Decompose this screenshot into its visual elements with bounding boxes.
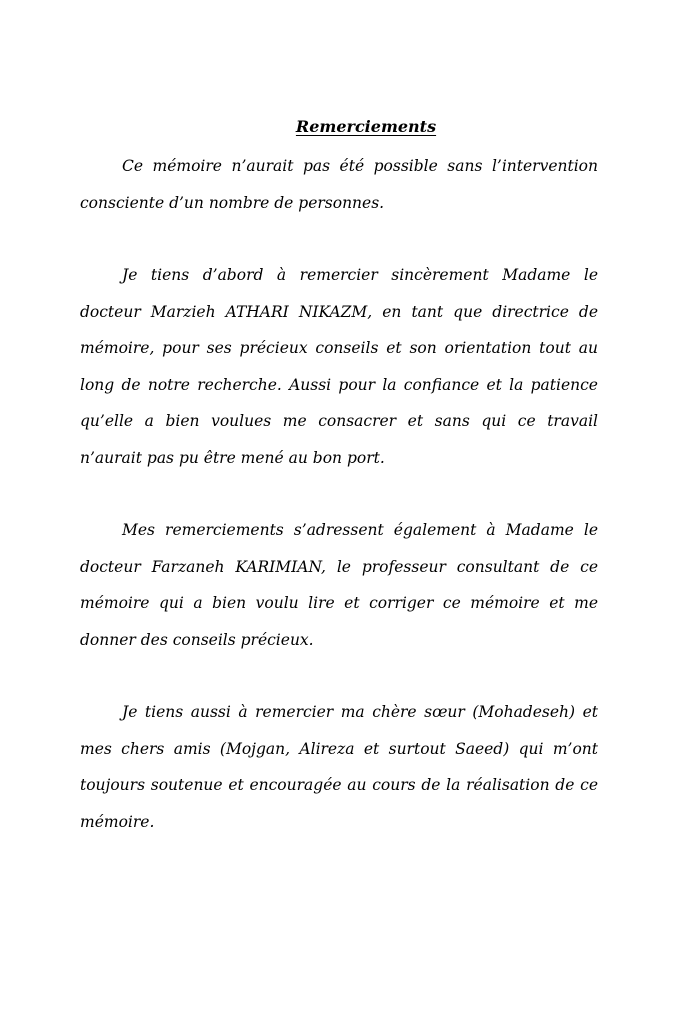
paragraph-director-thanks: Je tiens d’abord à remercier sincèrement Madame le docteur Marzieh ATHARI NIKAZM, en tant que directrice de mémoire, pour ses précieux conseils et son orientation tout au long de notre recherche. Aussi pour la confiance et la patience qu’elle a bien voulues me consacrer et sans qui ce travail n’aurait pas pu être mené au bon port.: [80, 266, 598, 467]
page-title: Remerciements: [295, 117, 437, 136]
paragraph-intro: Ce mémoire n’aurait pas été possible sans l’intervention consciente d’un nombre de personnes.: [80, 157, 598, 212]
paragraph-consultant-thanks: Mes remerciements s’adressent également à Madame le docteur Farzaneh KARIMIAN, le professeur consultant de ce mémoire qui a bien voulu lire et corriger ce mémoire et me donner des conseils précieux.: [80, 521, 598, 649]
page-content: [80, 114, 598, 840]
paragraph-family-thanks: Je tiens aussi à remercier ma chère sœur (Mohadeseh) et mes chers amis (Mojgan, Alireza et surtout Saeed) qui m’ont toujours soutenue et encouragée au cours de la réalisation de ce mémoire.: [80, 703, 598, 831]
